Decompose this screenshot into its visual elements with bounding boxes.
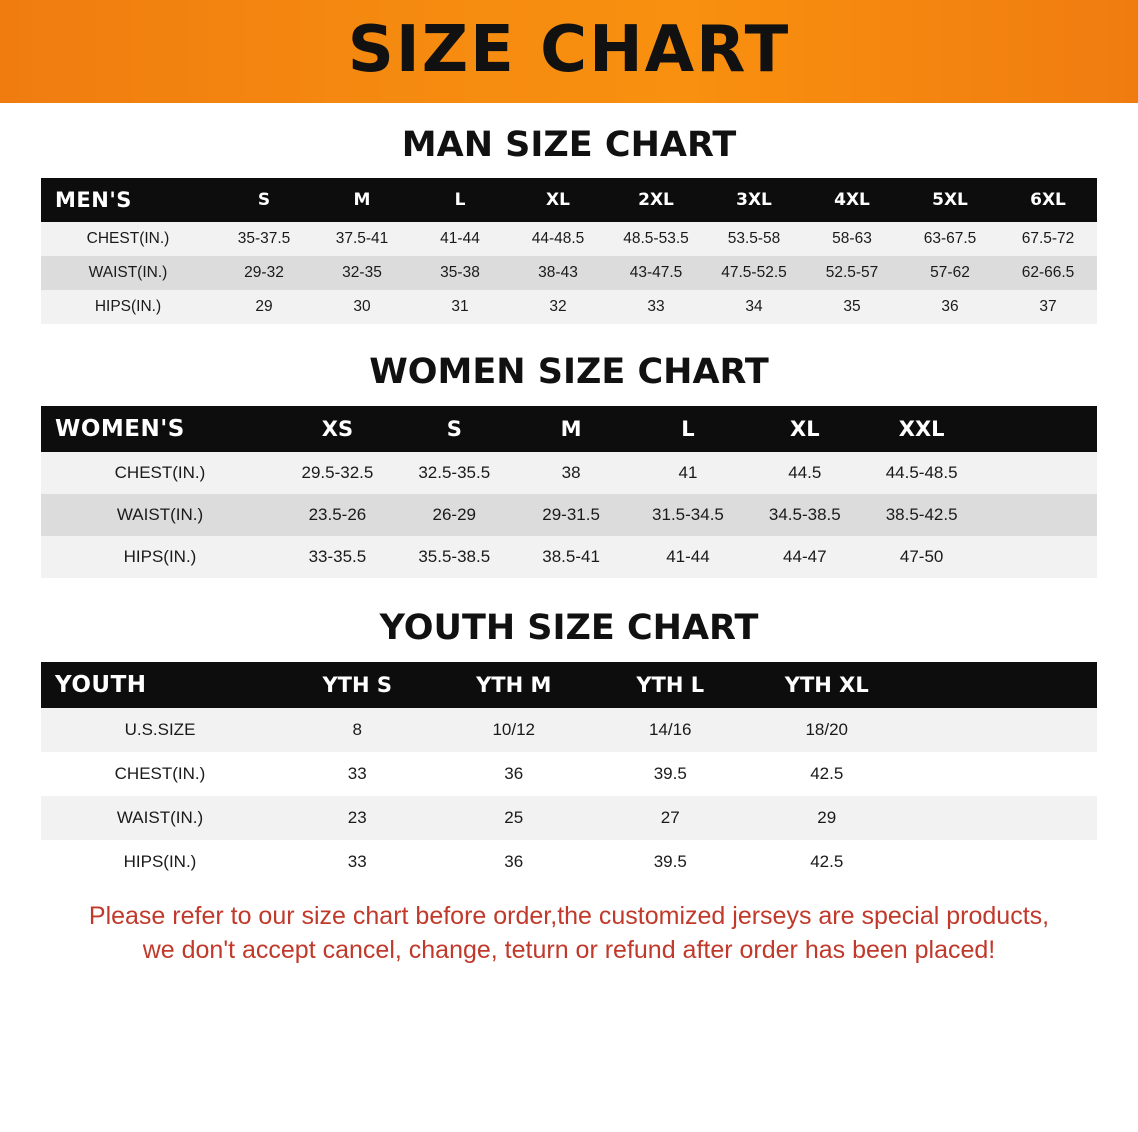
women-table-wrap bbox=[41, 406, 1097, 578]
cell-spacer bbox=[905, 752, 1097, 796]
cell: 35 bbox=[803, 290, 901, 324]
man-section-heading: MAN SIZE CHART bbox=[401, 125, 737, 165]
cell-spacer bbox=[905, 708, 1097, 752]
cell: 44.5 bbox=[746, 452, 863, 494]
youth-table-body bbox=[41, 708, 1097, 884]
table-row bbox=[41, 708, 1097, 752]
cell-spacer bbox=[905, 796, 1097, 840]
cell: 8 bbox=[279, 708, 436, 752]
table-row bbox=[41, 290, 1097, 324]
row-label-waist: WAIST(IN.) bbox=[41, 796, 279, 840]
cell: 62-66.5 bbox=[999, 256, 1097, 290]
cell: 38.5-42.5 bbox=[863, 494, 980, 536]
table-header-row bbox=[41, 406, 1097, 452]
cell: 39.5 bbox=[592, 840, 749, 884]
cell: 53.5-58 bbox=[705, 222, 803, 256]
cell: 37.5-41 bbox=[313, 222, 411, 256]
col-header-xxl: XXL bbox=[863, 406, 980, 452]
cell: 41-44 bbox=[411, 222, 509, 256]
table-row bbox=[41, 752, 1097, 796]
col-header-yth-l: YTH L bbox=[592, 662, 749, 708]
cell: 31 bbox=[411, 290, 509, 324]
col-header-spacer bbox=[905, 662, 1097, 708]
cell: 44-48.5 bbox=[509, 222, 607, 256]
youth-section-heading: YOUTH SIZE CHART bbox=[379, 608, 759, 648]
col-header-xs: XS bbox=[279, 406, 396, 452]
youth-table-wrap bbox=[41, 662, 1097, 884]
women-size-table bbox=[41, 406, 1097, 578]
cell: 48.5-53.5 bbox=[607, 222, 705, 256]
disclaimer-line-2: we don't accept cancel, change, teturn or refund after order has been placed! bbox=[142, 935, 996, 964]
man-table-wrap bbox=[41, 178, 1097, 324]
cell: 43-47.5 bbox=[607, 256, 705, 290]
col-header-l: L bbox=[411, 178, 509, 222]
cell: 30 bbox=[313, 290, 411, 324]
col-header-4xl: 4XL bbox=[803, 178, 901, 222]
cell: 42.5 bbox=[749, 840, 906, 884]
man-table-head bbox=[41, 178, 1097, 222]
cell: 57-62 bbox=[901, 256, 999, 290]
cell: 35-37.5 bbox=[215, 222, 313, 256]
table-row bbox=[41, 796, 1097, 840]
row-label-chest: CHEST(IN.) bbox=[41, 752, 279, 796]
cell-spacer bbox=[980, 494, 1097, 536]
col-header-s: S bbox=[396, 406, 513, 452]
cell: 67.5-72 bbox=[999, 222, 1097, 256]
col-header-l: L bbox=[630, 406, 747, 452]
cell: 63-67.5 bbox=[901, 222, 999, 256]
cell: 14/16 bbox=[592, 708, 749, 752]
disclaimer-line-1: Please refer to our size chart before order,the customized jerseys are special products, bbox=[88, 902, 1050, 930]
table-row bbox=[41, 452, 1097, 494]
youth-table-head bbox=[41, 662, 1097, 708]
row-label-chest: CHEST(IN.) bbox=[41, 222, 215, 256]
cell: 41-44 bbox=[630, 536, 747, 578]
cell: 29 bbox=[215, 290, 313, 324]
cell: 35-38 bbox=[411, 256, 509, 290]
man-size-table bbox=[41, 178, 1097, 324]
table-header-row bbox=[41, 662, 1097, 708]
women-table-head bbox=[41, 406, 1097, 452]
cell: 42.5 bbox=[749, 752, 906, 796]
cell: 23.5-26 bbox=[279, 494, 396, 536]
cell: 33-35.5 bbox=[279, 536, 396, 578]
col-header-xl: XL bbox=[746, 406, 863, 452]
table-row bbox=[41, 840, 1097, 884]
cell: 44.5-48.5 bbox=[863, 452, 980, 494]
cell: 32-35 bbox=[313, 256, 411, 290]
row-label-waist: WAIST(IN.) bbox=[41, 256, 215, 290]
cell: 36 bbox=[901, 290, 999, 324]
col-header-6xl: 6XL bbox=[999, 178, 1097, 222]
banner bbox=[0, 0, 1138, 103]
women-section-heading: WOMEN SIZE CHART bbox=[369, 352, 769, 392]
cell: 33 bbox=[279, 752, 436, 796]
table-row bbox=[41, 222, 1097, 256]
cell: 52.5-57 bbox=[803, 256, 901, 290]
col-header-m: M bbox=[513, 406, 630, 452]
cell-spacer bbox=[905, 840, 1097, 884]
col-header-spacer bbox=[980, 406, 1097, 452]
cell: 44-47 bbox=[746, 536, 863, 578]
cell: 38-43 bbox=[509, 256, 607, 290]
cell: 37 bbox=[999, 290, 1097, 324]
cell: 26-29 bbox=[396, 494, 513, 536]
col-header-3xl: 3XL bbox=[705, 178, 803, 222]
col-header-s: S bbox=[215, 178, 313, 222]
cell: 36 bbox=[436, 752, 593, 796]
cell: 29 bbox=[749, 796, 906, 840]
cell: 32.5-35.5 bbox=[396, 452, 513, 494]
col-header-mens: MEN'S bbox=[41, 178, 215, 222]
row-label-hips: HIPS(IN.) bbox=[41, 840, 279, 884]
cell: 38 bbox=[513, 452, 630, 494]
cell: 41 bbox=[630, 452, 747, 494]
table-row bbox=[41, 256, 1097, 290]
cell-spacer bbox=[980, 536, 1097, 578]
cell: 27 bbox=[592, 796, 749, 840]
cell: 25 bbox=[436, 796, 593, 840]
cell: 32 bbox=[509, 290, 607, 324]
col-header-yth-xl: YTH XL bbox=[749, 662, 906, 708]
cell: 34 bbox=[705, 290, 803, 324]
col-header-2xl: 2XL bbox=[607, 178, 705, 222]
cell: 10/12 bbox=[436, 708, 593, 752]
col-header-youth: YOUTH bbox=[41, 662, 279, 708]
man-table-body bbox=[41, 222, 1097, 324]
youth-size-table bbox=[41, 662, 1097, 884]
cell: 29-32 bbox=[215, 256, 313, 290]
row-label-us-size: U.S.SIZE bbox=[41, 708, 279, 752]
cell: 36 bbox=[436, 840, 593, 884]
row-label-waist: WAIST(IN.) bbox=[41, 494, 279, 536]
col-header-yth-m: YTH M bbox=[436, 662, 593, 708]
cell: 33 bbox=[279, 840, 436, 884]
page-title: SIZE CHART bbox=[347, 12, 791, 87]
table-row bbox=[41, 494, 1097, 536]
table-header-row bbox=[41, 178, 1097, 222]
cell: 47-50 bbox=[863, 536, 980, 578]
cell: 58-63 bbox=[803, 222, 901, 256]
col-header-yth-s: YTH S bbox=[279, 662, 436, 708]
cell: 23 bbox=[279, 796, 436, 840]
cell: 34.5-38.5 bbox=[746, 494, 863, 536]
cell: 31.5-34.5 bbox=[630, 494, 747, 536]
cell: 38.5-41 bbox=[513, 536, 630, 578]
col-header-xl: XL bbox=[509, 178, 607, 222]
disclaimer-note bbox=[39, 900, 1099, 968]
cell: 33 bbox=[607, 290, 705, 324]
row-label-chest: CHEST(IN.) bbox=[41, 452, 279, 494]
row-label-hips: HIPS(IN.) bbox=[41, 536, 279, 578]
cell: 29-31.5 bbox=[513, 494, 630, 536]
col-header-womens: WOMEN'S bbox=[41, 406, 279, 452]
cell: 29.5-32.5 bbox=[279, 452, 396, 494]
table-row bbox=[41, 536, 1097, 578]
women-table-body bbox=[41, 452, 1097, 578]
row-label-hips: HIPS(IN.) bbox=[41, 290, 215, 324]
cell: 18/20 bbox=[749, 708, 906, 752]
col-header-5xl: 5XL bbox=[901, 178, 999, 222]
cell: 35.5-38.5 bbox=[396, 536, 513, 578]
cell: 47.5-52.5 bbox=[705, 256, 803, 290]
cell: 39.5 bbox=[592, 752, 749, 796]
cell-spacer bbox=[980, 452, 1097, 494]
col-header-m: M bbox=[313, 178, 411, 222]
